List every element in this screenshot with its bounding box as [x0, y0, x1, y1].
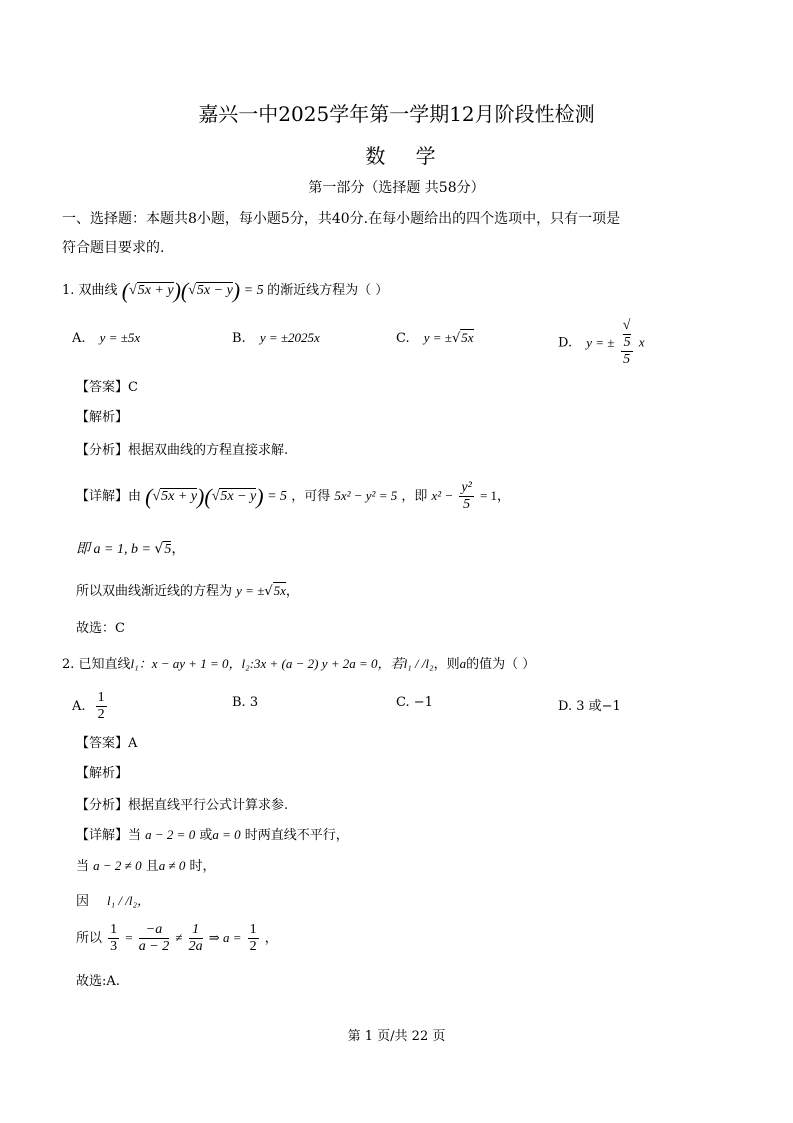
q1-choose: 故选：C — [76, 621, 125, 636]
subject-title: 数 学 — [365, 144, 448, 168]
q2-option-d: D. 3 或−1 — [558, 699, 621, 714]
section-instruction-line2: 符合题目要求的. — [62, 240, 165, 256]
q2-choose: 故选:A. — [76, 974, 120, 989]
section-instruction-line1: 一、选择题：本题共8小题，每小题5分，共40分.在每小题给出的四个选项中，只有一项是 — [62, 211, 621, 227]
q2-stem: 2. 已知直线l₁：x − ay + 1 = 0，l₂:3x + (a − 2) y + 2a = 0，若l₁ / /l₂，则a的值为（ ） — [62, 656, 536, 672]
q2-analysis: 【分析】根据直线平行公式计算求参. — [76, 798, 289, 813]
q1-ab-line: 即 a = 1, b = √5， — [76, 541, 186, 557]
q1-number: 1. 双曲线 — [62, 283, 118, 299]
q1-option-d: D. y = ± √ 5 5 x — [558, 318, 645, 367]
q1-answer: 【答案】C — [76, 380, 138, 395]
q1-stem — [62, 278, 388, 304]
q1-option-c: C. y = ±√5x — [396, 330, 474, 346]
q1-stem-suffix: 的渐近线方程为（ ） — [267, 283, 389, 299]
page-title: 嘉兴一中2025学年第一学期12月阶段性检测 — [198, 102, 595, 126]
q1-asymptote-line: 所以双曲线渐近线的方程为 y = ±√5x， — [76, 583, 299, 599]
q1-option-b: B. y = ±2025x — [232, 330, 320, 346]
q2-option-c: C. −1 — [396, 695, 433, 710]
q2-analysis-tag: 【解析】 — [76, 766, 129, 781]
q2-detail-line2: 当 a − 2 ≠ 0 且a ≠ 0 时， — [76, 858, 216, 874]
q2-answer: 【答案】A — [76, 736, 138, 751]
q1-equation: (√5x + y)(√5x − y) = 5 — [121, 278, 264, 303]
q1-analysis-tag: 【解析】 — [76, 410, 129, 425]
part-heading: 第一部分（选择题 共58分） — [308, 180, 485, 196]
q1-detail: 【详解】由 (√5x + y)(√5x − y) = 5 ，可得 5x² − y² = 5 ，即 x² − $\frac{\text{y²}}{5}$ = 1， — [76, 480, 511, 512]
q1-option-a: A. y = ±5x — [72, 330, 141, 346]
q1-analysis: 【分析】根据双曲线的方程直接求解. — [76, 443, 289, 458]
q2-because: 因 l₁ / /l₂， — [76, 893, 151, 909]
q2-so-line: 所以 $\frac{1}{3}$ = $\frac{-a}{a - 2}$ ≠ $\frac{1}{2a}$ ⇒ a = $\frac{1}{2}$ ， — [76, 922, 278, 954]
q2-option-b: B. 3 — [232, 695, 259, 710]
q2-detail-line1: 【详解】当 a − 2 = 0 或a = 0 时两直线不平行， — [76, 827, 349, 843]
page-footer: 第 1 页/共 22 页 — [347, 1029, 446, 1044]
q2-option-a: A. $\frac{1}{2}$ — [72, 690, 105, 722]
